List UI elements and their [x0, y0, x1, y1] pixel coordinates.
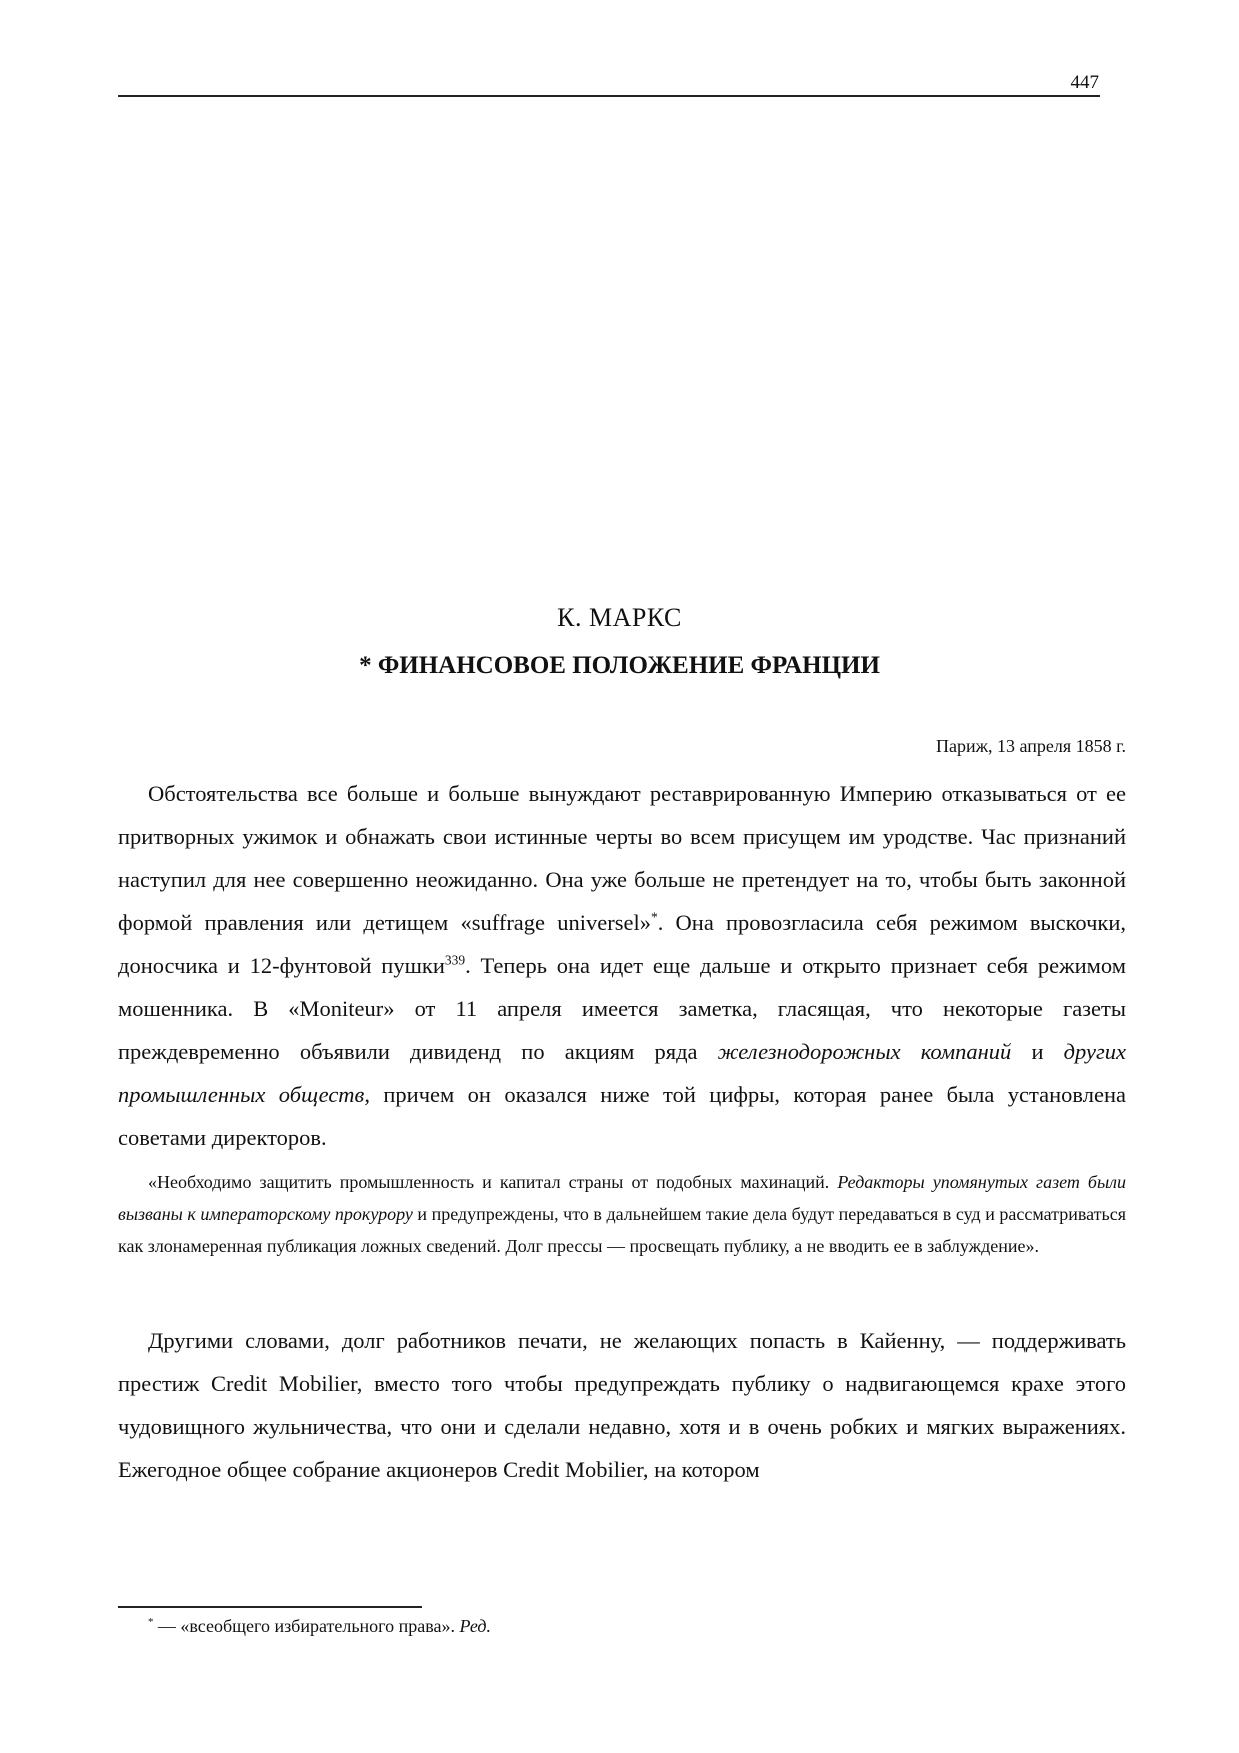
emphasis-text: других промышленных обществ,: [118, 1039, 1126, 1107]
paragraph-text: Обстоятельства все больше и больше вынуждают реставрированную Империю отказываться от ее притворных ужимок и обнажать свои истинные черты во всем присущем им уродстве. Час признаний наступил для нее совершенно неожиданно. Она уже больше не претендует на то, чтобы быть законной формой правления или детищем «suffrage universel»: [118, 781, 1126, 935]
footnote: [148, 1616, 491, 1637]
body-paragraph-1: [118, 772, 1126, 1159]
emphasis-text: Редакторы упомянутых газет были вызваны к императорскому прокурору: [118, 1172, 1126, 1224]
article-dateline: Париж, 13 апреля 1858 г.: [935, 736, 1126, 756]
footnote-marker: *: [148, 1616, 154, 1628]
quote-text: и предупреждены, что в дальнейшем такие дела будут передаваться в суд и рассматриваться как злонамеренная публикация ложных сведений. Долг прессы — просвещать публику, а не вводить ее в заблуждение».: [118, 1204, 1127, 1256]
emphasis-text: железнодорожных компаний: [717, 1039, 1012, 1064]
endnote-reference: 339: [444, 952, 466, 968]
article-author: К. МАРКС: [557, 603, 682, 632]
paragraph-text: Другими словами, долг работников печати, не желающих попасть в Кайенну, — поддерживать престиж Credit Mobilier, вместо того чтобы предупреждать публику о надвигающемся крахе этого чудовищного жульничества, что они и сделали недавно, хотя и в очень робких и мягких выражениях. Ежегодное общее собрание акционеров Credit Mobilier, на котором: [118, 1328, 1126, 1482]
footnote-marker: *: [650, 909, 658, 925]
quote-text: «Необходимо защитить промышленность и капитал страны от подобных махинаций.: [148, 1172, 838, 1192]
article-title: * ФИНАНСОВОЕ ПОЛОЖЕНИЕ ФРАНЦИИ: [359, 652, 880, 679]
paragraph-text: . Теперь она идет еще дальше и открыто признает себя режимом мошенника. В «Moniteur» от 11 апреля имеется заметка, гласящая, что некоторые газеты преждевременно объявили дивиденд по акциям ряда: [118, 953, 1126, 1064]
block-quote: [118, 1166, 1126, 1262]
paragraph-text: причем он оказался ниже той цифры, которая ранее была установлена советами директоров.: [118, 1082, 1127, 1150]
body-paragraph-2: [118, 1319, 1126, 1491]
footnote-text: — «всеобщего избирательного права».: [153, 1616, 460, 1636]
header-rule: [118, 95, 1100, 97]
footnote-editor-mark: Ред.: [459, 1616, 491, 1636]
paragraph-text: и: [1011, 1039, 1064, 1064]
paragraph-text: . Она провозгласила себя режимом выскочки, доносчика и 12-фунтовой пушки: [118, 910, 1127, 978]
footnote-rule: [118, 1606, 422, 1608]
page-number: 447: [1070, 72, 1099, 93]
